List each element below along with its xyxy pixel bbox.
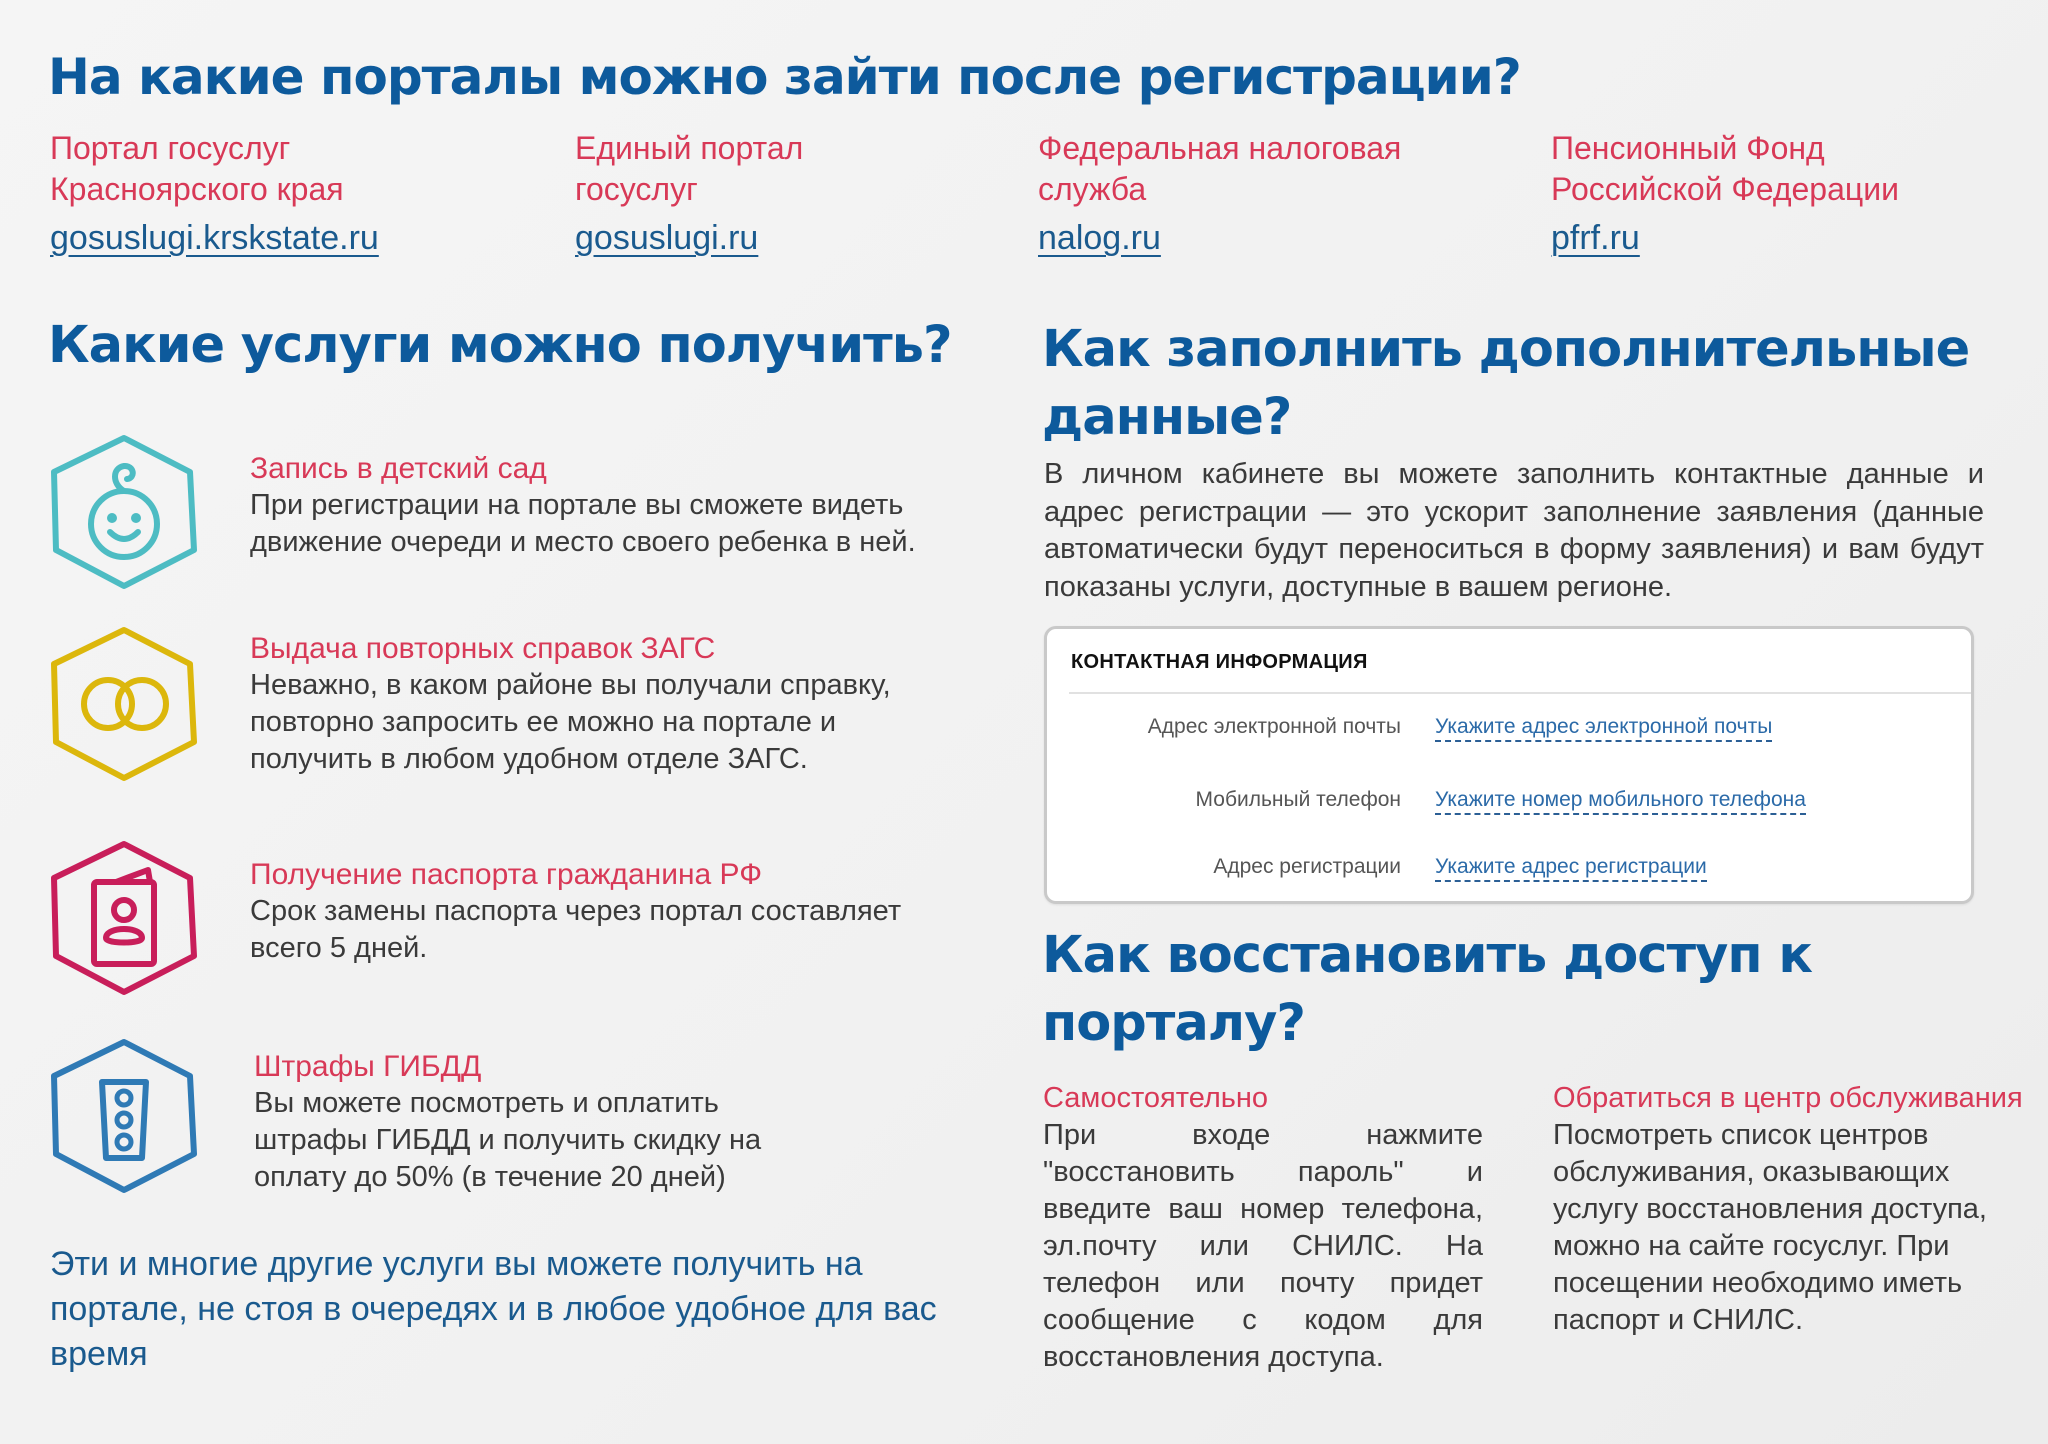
portal-pfrf: [1551, 128, 1991, 260]
phone-link[interactable]: Укажите номер мобильного телефона: [1435, 788, 1806, 815]
restore-self-title: Самостоятельно: [1043, 1082, 1269, 1114]
portal-name: Единый портал госуслуг: [575, 130, 804, 207]
service-traffic-fines: [48, 1036, 988, 1196]
contact-row-phone: [1047, 788, 1971, 820]
service-title: Штрафы ГИБДД: [254, 1050, 482, 1083]
baby-icon: [48, 432, 200, 592]
contact-info-title: КОНТАКТНАЯ ИНФОРМАЦИЯ: [1071, 651, 1368, 673]
restore-self-section: [1043, 1080, 1483, 1376]
portal-name: Портал госуслуг Красноярского края: [50, 130, 344, 207]
portal-link[interactable]: gosuslugi.ru: [575, 219, 759, 257]
portal-gosuslugi: [575, 128, 1015, 260]
address-link[interactable]: Укажите адрес регистрации: [1435, 855, 1707, 882]
service-title: Получение паспорта гражданина РФ: [250, 858, 763, 891]
contact-row-address: [1047, 855, 1971, 887]
email-label: Адрес электронной почты: [1147, 715, 1401, 738]
service-title: Выдача повторных справок ЗАГС: [250, 632, 716, 665]
traffic-light-icon: [48, 1036, 200, 1196]
restore-center-title: Обратиться в центр обслуживания: [1553, 1082, 2023, 1114]
service-description: Срок замены паспорта через портал составляет всего 5 дней.: [250, 895, 902, 964]
portal-link[interactable]: nalog.ru: [1038, 219, 1161, 257]
service-description: При регистрации на портале вы сможете видеть движение очереди и место своего ребенка в ней.: [250, 489, 916, 558]
contact-row-email: [1047, 715, 1971, 747]
portal-name: Федеральная налоговая служба: [1038, 130, 1402, 207]
restore-center-description: Посмотреть список центров обслуживания, оказывающих услугу восстановления доступа, можно на сайте госуслуг. При посещении необходимо иметь паспорт и СНИЛС.: [1553, 1119, 1987, 1336]
fill-data-description: В личном кабинете вы можете заполнить контактные данные и адрес регистрации — это ускорит заполнение заявления (данные автоматически будут переноситься в форму заявления) и вам будут показаны услуги, доступные в вашем регионе.: [1044, 458, 1984, 603]
phone-label: Мобильный телефон: [1195, 788, 1401, 811]
fill-data-heading: Как заполнить дополнительные данные?: [1042, 320, 1970, 447]
address-label: Адрес регистрации: [1213, 855, 1401, 878]
page-title: На какие порталы можно зайти после регистрации?: [48, 48, 1521, 106]
services-heading: Какие услуги можно получить?: [48, 316, 952, 375]
portal-name: Пенсионный Фонд Российской Федерации: [1551, 130, 1899, 207]
services-footer-text: Эти и многие другие услуги вы можете получить на портале, не стоя в очередях и в любое удобное для вас время: [50, 1245, 937, 1373]
passport-icon: [48, 838, 200, 998]
service-title: Запись в детский сад: [250, 452, 547, 485]
restore-center-section: [1553, 1080, 2033, 1339]
portal-nalog: [1038, 128, 1478, 260]
contact-info-panel: [1044, 626, 1974, 904]
restore-self-description: При входе нажмите "восстановить пароль" и введите ваш номер телефона, эл.почту или СНИЛС. На телефон или почту придет сообщение с кодом для восстановления доступа.: [1043, 1119, 1483, 1373]
portal-link[interactable]: gosuslugi.krskstate.ru: [50, 219, 379, 257]
service-zags: [48, 624, 988, 784]
service-passport: [48, 838, 988, 998]
service-kindergarten: [48, 432, 988, 592]
restore-access-heading: Как восстановить доступ к порталу?: [1042, 926, 1812, 1053]
portal-krskstate: [50, 128, 490, 260]
wedding-rings-icon: [48, 624, 200, 784]
portal-link[interactable]: pfrf.ru: [1551, 219, 1640, 257]
email-link[interactable]: Укажите адрес электронной почты: [1435, 715, 1772, 742]
service-description: Вы можете посмотреть и оплатить штрафы ГИБДД и получить скидку на оплату до 50% (в течение 20 дней): [254, 1087, 762, 1193]
divider: [1069, 692, 1971, 694]
service-description: Неважно, в каком районе вы получали справку, повторно запросить ее можно на портале и получить в любом удобном отделе ЗАГС.: [250, 669, 891, 775]
